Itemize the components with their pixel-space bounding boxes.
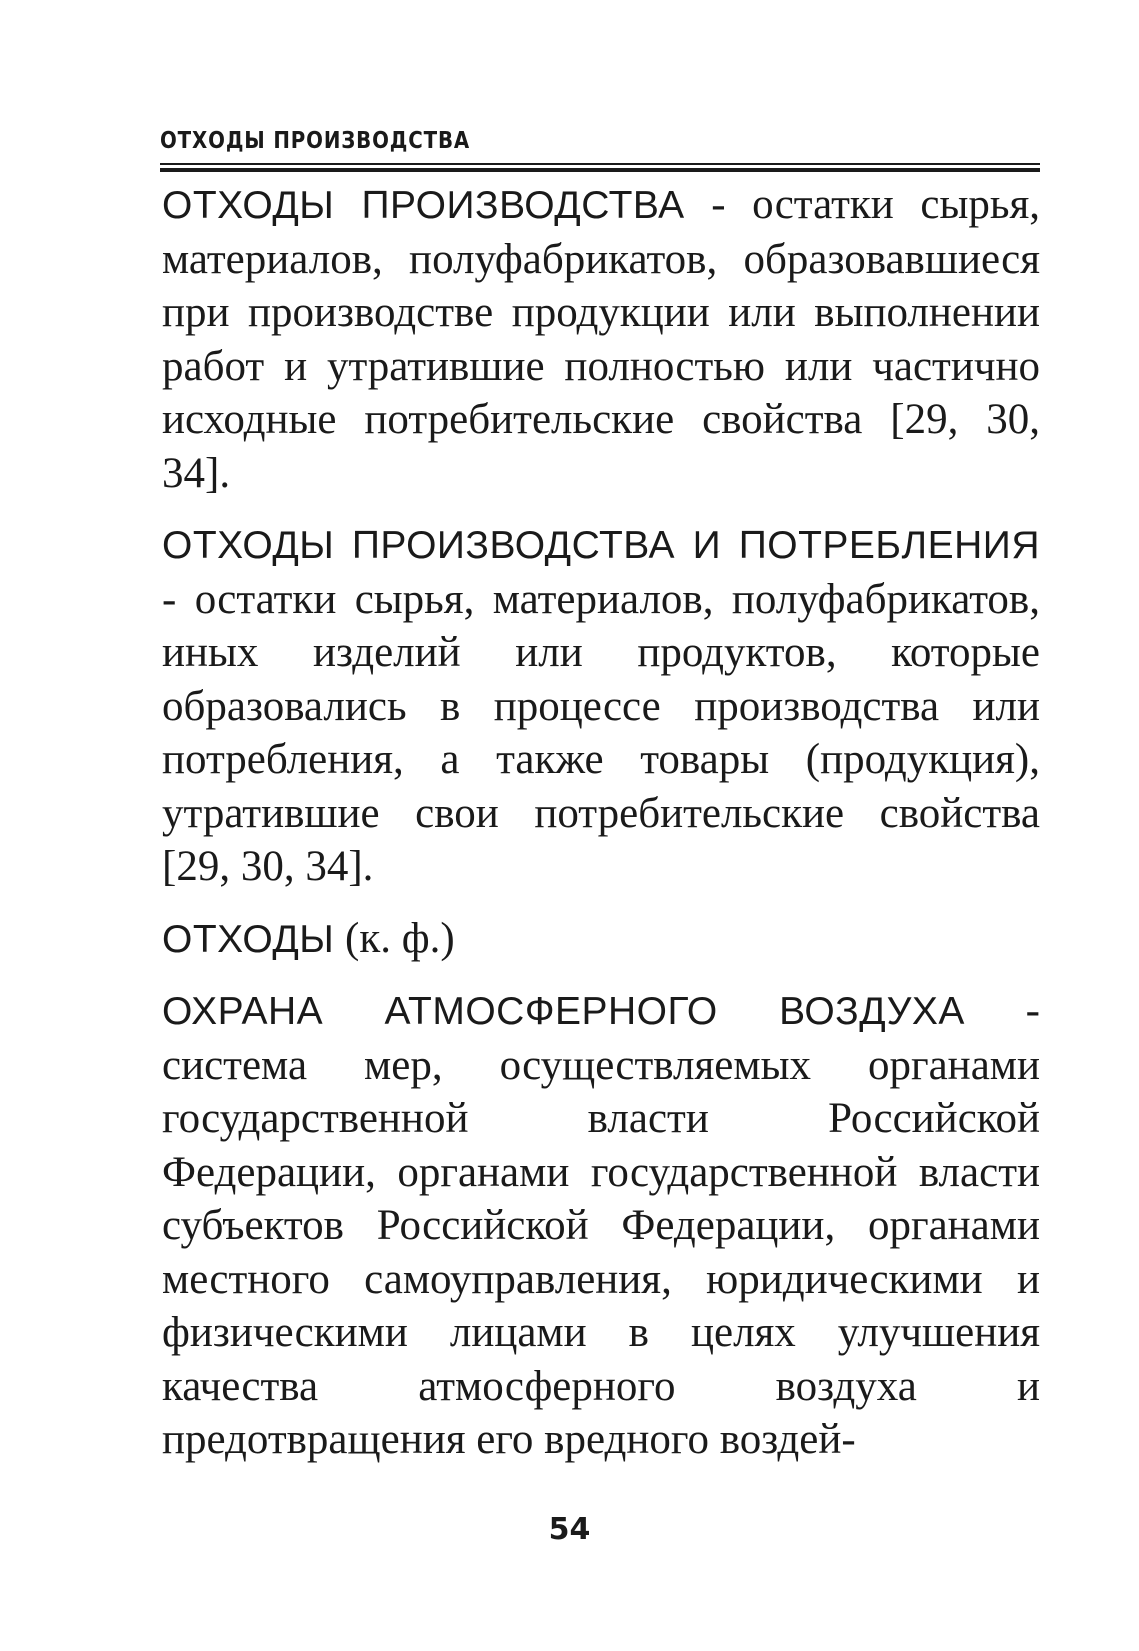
dictionary-entry-waste-production-consumption	[162, 518, 1040, 894]
entry-definition: - остатки сырья, материалов, полуфабрикатов, иных изделий или продуктов, которые образовались в процессе производства или потребления, а также товары (продукция), утратившие свои потребительские свойства [29, 30, 34].	[162, 575, 1040, 890]
entry-term: ОТХОДЫ ПРОИЗВОДСТВА И ПОТРЕБЛЕНИЯ	[162, 524, 1040, 567]
dictionary-entry-waste-production	[162, 178, 1040, 500]
entry-definition: - остатки сырья, материалов, полуфабрикатов, образовавшиеся при производстве продукции или выполнении работ и утратившие полностью или частично исходные потребительские свойства [29, 30, 34].	[162, 181, 1040, 497]
entry-term: ОТХОДЫ ПРОИЗВОДСТВА	[162, 184, 685, 227]
entry-term: ОХРАНА АТМОСФЕРНОГО ВОЗДУХА	[162, 990, 965, 1033]
running-head: ОТХОДЫ ПРОИЗВОДСТВА	[160, 128, 471, 154]
dictionary-content	[162, 178, 1040, 1485]
entry-definition: (к. ф.)	[334, 914, 455, 962]
dictionary-entry-air-protection	[162, 984, 1040, 1467]
page-number: 54	[548, 1512, 591, 1547]
header-rule-thin	[160, 163, 1040, 165]
entry-term: ОТХОДЫ	[162, 917, 335, 961]
dictionary-entry-waste-crossref	[162, 912, 1040, 967]
entry-definition: - система мер, осуществляемых органами государственной власти Российской Федерации, органами государственной власти субъектов Российской Федерации, органами местного самоуправления, юридическими и физическими лицами в целях улучшения качества атмосферного воздуха и предотвращения его вредного воздей-	[162, 987, 1040, 1463]
header-rule-thick	[160, 168, 1040, 172]
